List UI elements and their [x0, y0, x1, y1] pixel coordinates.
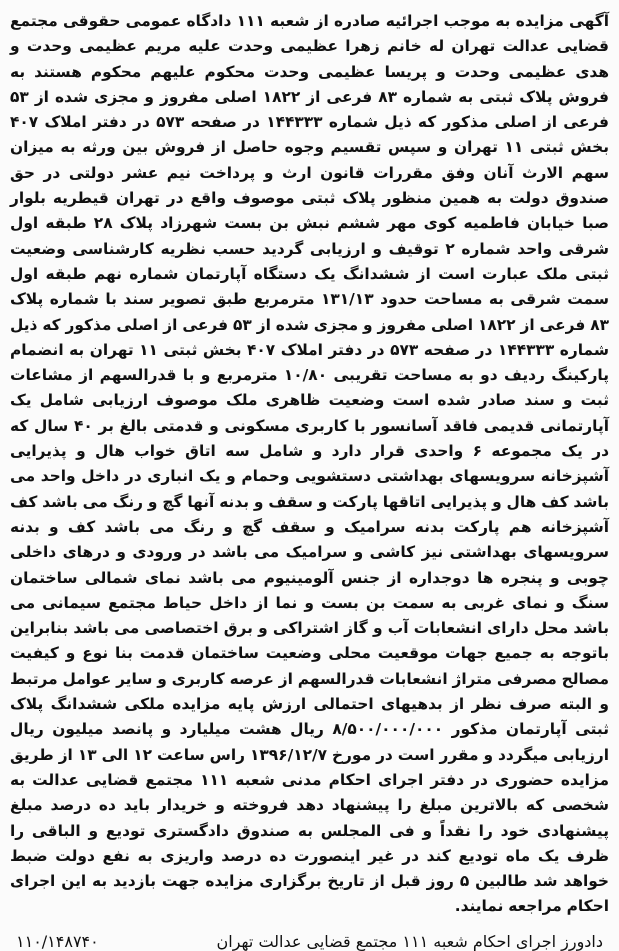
notice-code: ۱۱۰/۱۴۸۷۴۰: [16, 931, 99, 951]
notice-footer: [10, 932, 609, 951]
notice-body: آگهی مزایده به موجب اجرائیه صادره از شعبه ۱۱۱ دادگاه عمومی حقوقی مجتمع قضایی عدالت تهران له خانم زهرا عظیمی وحدت علیه مریم عظیمی وحدت و هدی عظیمی وحدت و پریسا عظیمی وحدت محکوم علیهم محکوم هستند به فروش پلاک ثبتی به شماره ۸۳ فرعی از ۱۸۲۲ اصلی مفروز و مجزی شده از ۵۳ فرعی از اصلی مذکور که ذیل شماره ۱۴۴۳۳۳ در صفحه ۵۷۳ در دفتر املاک ۴۰۷ بخش ثبتی ۱۱ تهران و سپس تقسیم وجوه حاصل از فروش بین ورثه به میزان سهم الارث آنان وفق مقررات قانون ارث و پرداخت نیم عشر دولتی در حق صندوق دولت به همین منظور پلاک ثبتی موصوف واقع در تهران قیطریه بلوار صبا خیابان فاطمیه کوی مهر ششم نبش بن بست شهرزاد پلاک ۲۸ طبقه اول شرقی واحد شماره ۲ توقیف و ارزیابی گردید حسب نظریه کارشناسی وضعیت ثبتی ملک عبارت است از ششدانگ یک دستگاه آپارتمان شماره نهم طبقه اول سمت شرقی به مساحت حدود ۱۳۱/۱۳ مترمربع طبق تصویر سند با شماره پلاک ۸۳ فرعی از ۱۸۲۲ اصلی مفروز و مجزی شده از ۵۳ فرعی از اصلی مذکور که ذیل شماره ۱۴۴۳۳۳ در صفحه ۵۷۳ در دفتر املاک ۴۰۷ بخش ثبتی ۱۱ تهران به انضمام پارکینگ ردیف دو به مساحت تقریبی ۱۰/۸۰ مترمربع و با قدرالسهم از مشاعات ثبت و سند صادر شده است وضعیت ظاهری ملک موصوف ارزیابی شامل یک آپارتمانی قدیمی فاقد آسانسور با کاربری مسکونی و قدمتی بالغ بر ۴۰ سال که در یک مجموعه ۶ واحدی قرار دارد و شامل سه اتاق خواب هال و پذیرایی آشپزخانه سرویسهای بهداشتی دستشویی وحمام و یک انباری در داخل واحد می باشد کف هال و پذیرایی اتاقها پارکت و سقف و بدنه آنها گچ و رنگ می باشد کف آشپزخانه هم پارکت بدنه سرامیک و سقف گچ و رنگ می باشد کف و بدنه سرویسهای بهداشتی نیز کاشی و سرامیک می باشد در ورودی و درهای داخلی چوبی و پنجره ها دوجداره از جنس آلومینیوم می باشد نمای شمالی ساختمان سنگ و نمای غربی به سمت بن بست و نما از داخل حیاط مجتمع سیمانی می باشد محل دارای انشعابات آب و گاز اشتراکی و برق اختصاصی می باشد بنابراین باتوجه به جمیع جهات موقعیت محلی وضعیت ساختمان قدمت بنا نوع و کیفیت مصالح مصرفی متراژ انشعابات قدرالسهم از عرصه کاربری و سایر عوامل مرتبط و البته صرف نظر از بدهیهای احتمالی ارزش پایه مزایده ملکی ششدانگ پلاک ثبتی آپارتمان مذکور ۸/۵۰۰/۰۰۰/۰۰۰ ریال هشت میلیارد و پانصد میلیون ریال ارزیابی میگردد و مقرر است در مورخ ۱۳۹۶/۱۲/۷ راس ساعت ۱۲ الی ۱۳ از طریق مزایده حضوری در دفتر اجرای احکام مدنی شعبه ۱۱۱ مجتمع قضایی عدالت به شخصی که بالاترین مبلغ را پیشنهاد دهد فروخته و خریدار باید ده درصد مبلغ پیشنهادی خود را نقداً و فی المجلس به صندوق دادگستری تودیع و الباقی را ظرف یک ماه تودیع کند در غیر اینصورت ده درصد واریزی به نفع دولت ضبط خواهد شد طالبین ۵ روز قبل از تاریخ برگزاری مزایده جهت بازدید به این اجرای احکام مراجعه نمایند.: [10, 12, 610, 916]
notice-signature: دادورز اجرای احکام شعبه ۱۱۱ مجتمع قضایی عدالت تهران: [216, 931, 603, 951]
